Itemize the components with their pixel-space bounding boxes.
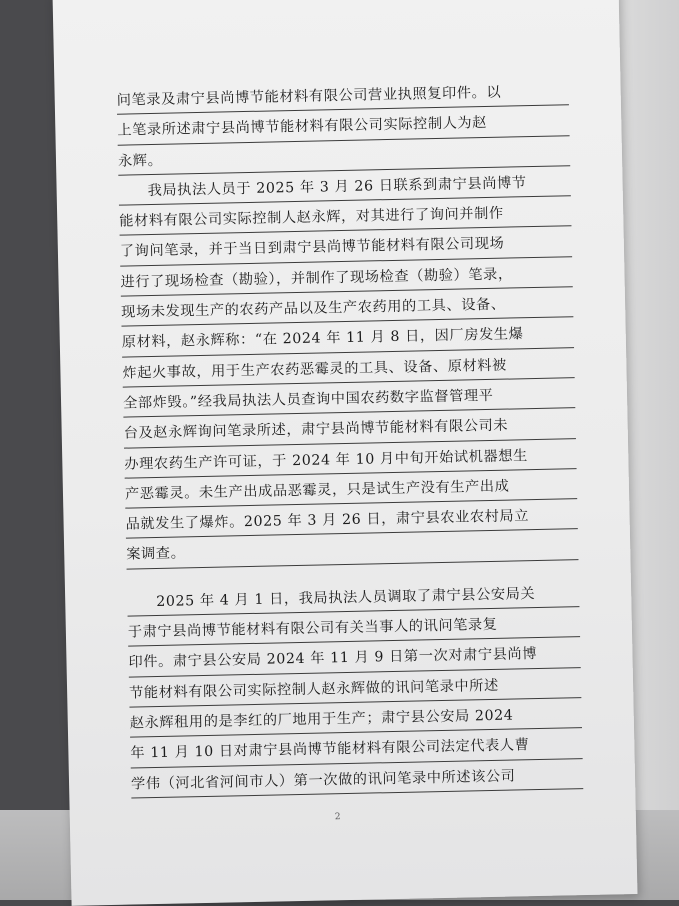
text-line: 产恶霉灵。未生产出成品恶霉灵，只是试生产没有生产出成: [125, 473, 578, 513]
text-line: 年 11 月 10 日对肃宁县尚博节能材料有限公司法定代表人曹: [130, 732, 583, 772]
text-line: 能材料有限公司实际控制人赵永辉，对其进行了询问并制作: [119, 200, 572, 240]
text-line: 印件。肃宁县公安局 2024 年 11 月 9 日第一次对肃宁县尚博: [128, 641, 581, 681]
text-line: 上笔录所述肃宁县尚博节能材料有限公司实际控制人为赵: [117, 110, 570, 150]
text-line: 品就发生了爆炸。2025 年 3 月 26 日，肃宁县农业农村局立: [125, 503, 578, 543]
page-number: 2: [334, 812, 341, 823]
text-line: 了询问笔录，并于当日到肃宁县尚博节能材料有限公司现场: [120, 231, 573, 271]
text-line: 现场未发现生产的农药产品以及生产农药用的工具、设备、: [121, 291, 574, 331]
text-line: 进行了现场检查（勘验），并制作了现场检查（勘验）笔录，: [120, 261, 573, 301]
text-line: 办理农药生产许可证，于 2024 年 10 月中旬开始试机器想生: [124, 443, 577, 483]
text-line: 永辉。: [118, 140, 571, 180]
document-body: [117, 79, 584, 802]
text-line: 节能材料有限公司实际控制人赵永辉做的讯问笔录中所述: [129, 672, 582, 712]
text-line: 台及赵永辉询问笔录所述，肃宁县尚博节能材料有限公司未: [123, 412, 576, 452]
paragraph-3: [127, 581, 583, 802]
text-line: 我局执法人员于 2025 年 3 月 26 日联系到肃宁县尚博节: [118, 170, 571, 210]
text-line: 2025 年 4 月 1 日，我局执法人员调取了肃宁县公安局关: [127, 581, 580, 621]
text-line: 炸起火事故，用于生产农药恶霉灵的工具、设备、原材料被: [122, 352, 575, 392]
text-line: 于肃宁县尚博节能材料有限公司有关当事人的讯问笔录复: [128, 611, 581, 651]
text-line: 案调查。: [126, 534, 579, 574]
text-line: 全部炸毁。”经我局执法人员查询中国农药数字监督管理平: [123, 382, 576, 422]
text-line: 原材料，赵永辉称：“在 2024 年 11 月 8 日，因厂房发生爆: [122, 322, 575, 362]
text-line: 问笔录及肃宁县尚博节能材料有限公司营业执照复印件。以: [117, 79, 570, 119]
document-page: [53, 0, 638, 906]
text-line: 学伟（河北省河间市人）第一次做的讯问笔录中所述该公司: [131, 763, 584, 803]
paragraph-1: [117, 79, 571, 179]
paragraph-2: [118, 170, 578, 573]
text-line: 赵永辉租用的是李红的厂地用于生产；肃宁县公安局 2024: [130, 702, 583, 742]
